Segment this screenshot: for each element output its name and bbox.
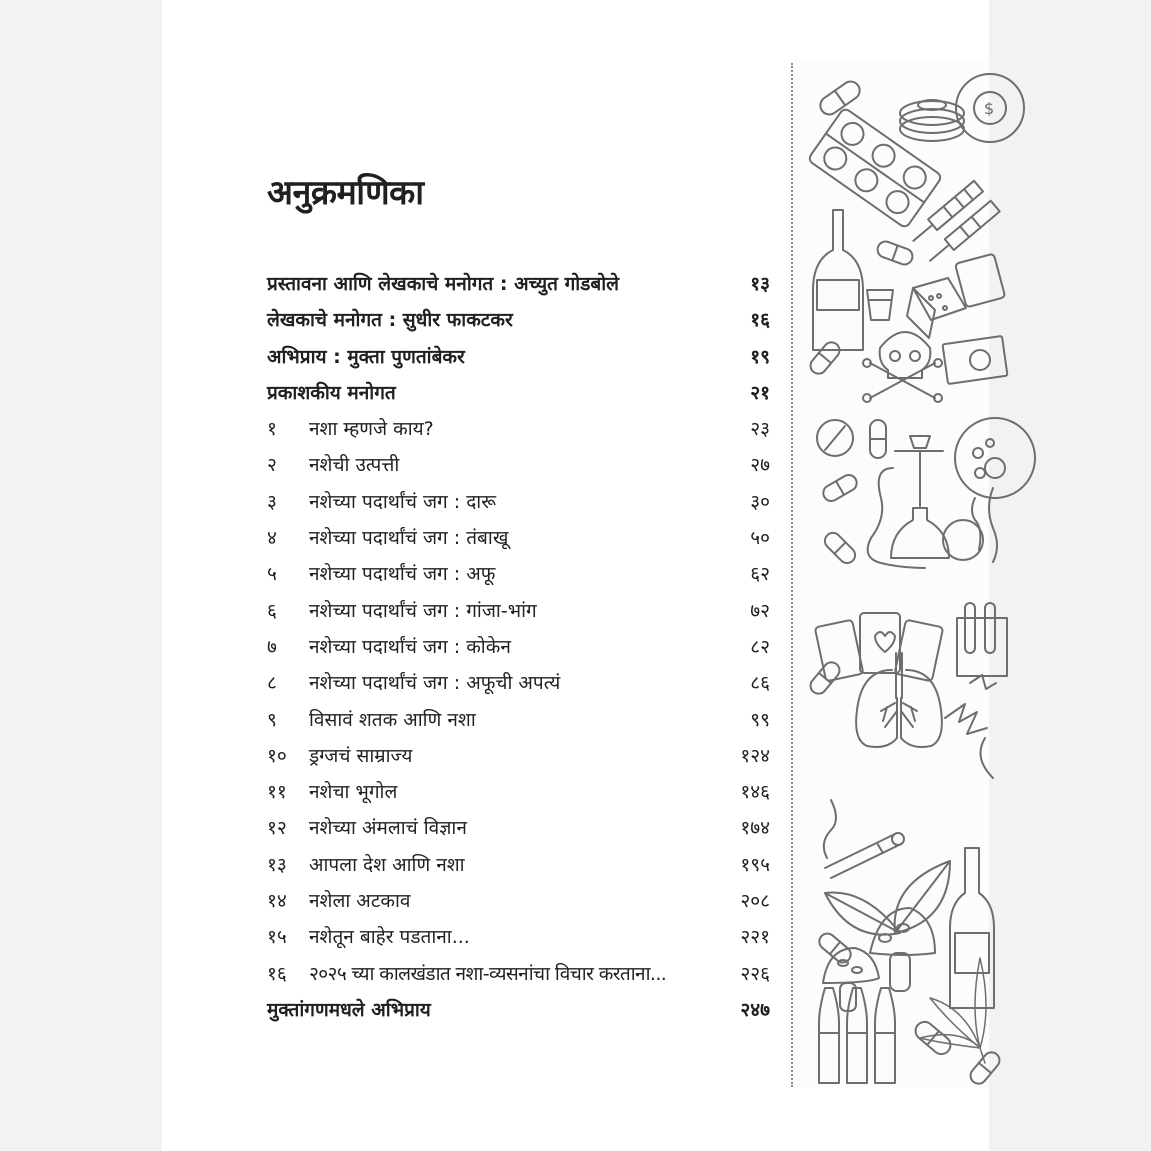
chapter-title: नशेची उत्पत्ती bbox=[309, 454, 400, 477]
shot-glass-icon bbox=[867, 290, 893, 320]
svg-text:$: $ bbox=[984, 99, 995, 118]
toc-entry-page: १९ bbox=[750, 345, 770, 368]
toc-entry-page: १३ bbox=[750, 273, 770, 295]
chapter-title: नशेच्या पदार्थांचं जग : गांजा-भांग bbox=[309, 599, 537, 622]
toc-entry-muktangan-opinions bbox=[267, 992, 770, 1028]
dotted-divider bbox=[791, 63, 793, 1087]
pill-blister-pack-icon bbox=[807, 107, 942, 228]
playing-cards-icon bbox=[815, 613, 943, 681]
chapter-page: २२६ bbox=[740, 962, 770, 985]
capsule-icon bbox=[912, 1018, 954, 1058]
toc-chapter bbox=[267, 956, 770, 992]
skull-crossbones-icon bbox=[863, 332, 942, 402]
chapter-title: नशेच्या पदार्थांचं जग : दारू bbox=[309, 490, 496, 513]
wine-bottle-icon bbox=[950, 848, 994, 1008]
toc-chapter bbox=[267, 484, 770, 520]
toc-entry-opinion bbox=[267, 339, 770, 375]
chapter-page: ७२ bbox=[750, 599, 770, 622]
toc-chapter bbox=[267, 702, 770, 738]
cigarette-icon bbox=[824, 800, 904, 878]
dice-icon bbox=[907, 254, 1005, 338]
test-tubes-icon bbox=[957, 603, 1007, 676]
capsule-icon bbox=[967, 1049, 1002, 1087]
chapter-number: १२ bbox=[267, 817, 287, 840]
liquor-bottle-icon bbox=[813, 210, 863, 350]
chapter-number: ४ bbox=[267, 527, 277, 550]
chapter-number: १३ bbox=[267, 853, 287, 876]
casino-chip-icon bbox=[956, 74, 1024, 142]
toc-chapter bbox=[267, 447, 770, 483]
toc-chapter bbox=[267, 810, 770, 846]
toc-chapter bbox=[267, 883, 770, 919]
toc-chapter bbox=[267, 738, 770, 774]
hookah-icon bbox=[868, 436, 949, 568]
table-of-contents bbox=[267, 266, 770, 1028]
chapter-page: ३० bbox=[750, 490, 770, 513]
chapter-number: १४ bbox=[267, 890, 287, 913]
toc-chapter bbox=[267, 520, 770, 556]
chapter-page: ५० bbox=[750, 527, 770, 550]
page-title: अनुक्रमणिका bbox=[267, 172, 424, 213]
chapter-page: १४६ bbox=[740, 781, 770, 804]
chapter-title: नशेतून बाहेर पडताना... bbox=[309, 926, 470, 949]
chapter-page: ८६ bbox=[750, 672, 770, 695]
toc-chapter bbox=[267, 556, 770, 592]
capsule-icon bbox=[875, 239, 914, 266]
chapter-title: नशेच्या पदार्थांचं जग : अफू bbox=[309, 563, 496, 586]
toc-entry-label: लेखकाचे मनोगत : सुधीर फाकटकर bbox=[267, 309, 513, 332]
toc-entry-label: प्रस्तावना आणि लेखकाचे मनोगत : अच्युत गोडबोले bbox=[267, 273, 620, 295]
toc-chapter bbox=[267, 919, 770, 955]
chapter-title: नशेच्या पदार्थांचं जग : अफूची अपत्यं bbox=[309, 672, 561, 695]
capsule-icon bbox=[820, 472, 859, 504]
chapter-title: नशेला अटकाव bbox=[309, 890, 411, 913]
chapter-number: १६ bbox=[267, 962, 287, 985]
toc-chapter bbox=[267, 774, 770, 810]
toc-entry-label: प्रकाशकीय मनोगत bbox=[267, 381, 396, 404]
toc-chapter bbox=[267, 665, 770, 701]
illustration-strip bbox=[795, 58, 995, 1088]
chapter-page: १२४ bbox=[740, 744, 770, 767]
chapter-number: १ bbox=[267, 418, 277, 441]
capsule-icon bbox=[822, 530, 859, 567]
chapter-number: १५ bbox=[267, 926, 287, 949]
chapter-title: २०२५ च्या कालखंडात नशा-व्यसनांचा विचार करताना... bbox=[309, 962, 667, 985]
chapter-number: ९ bbox=[267, 708, 277, 731]
toc-entry-preface bbox=[267, 266, 770, 302]
chapter-page: २२१ bbox=[740, 926, 770, 949]
petri-dish-icon bbox=[955, 418, 1035, 498]
chapter-number: २ bbox=[267, 454, 277, 477]
chapter-number: ५ bbox=[267, 563, 277, 586]
chapter-page: ९९ bbox=[750, 708, 770, 731]
toc-chapter bbox=[267, 593, 770, 629]
toc-entry-page: २४७ bbox=[740, 998, 770, 1021]
chapter-title: नशेचा भूगोल bbox=[309, 781, 398, 804]
chapter-title: नशा म्हणजे काय? bbox=[309, 418, 434, 441]
syringe-icon bbox=[909, 181, 1000, 266]
capsule-icon bbox=[870, 420, 886, 458]
chapter-number: ८ bbox=[267, 672, 277, 695]
chapter-page: २७ bbox=[750, 454, 770, 477]
money-bill-icon bbox=[943, 336, 1008, 384]
toc-entry-page: २१ bbox=[750, 381, 770, 404]
poker-chips-icon bbox=[900, 100, 964, 141]
chapter-number: ७ bbox=[267, 635, 277, 658]
chapter-title: नशेच्या अंमलाचं विज्ञान bbox=[309, 817, 467, 840]
toc-entry-page: १६ bbox=[750, 309, 770, 332]
toc-entry-author-note bbox=[267, 302, 770, 338]
chapter-title: ड्रग्जचं साम्राज्य bbox=[309, 744, 413, 767]
chapter-number: ६ bbox=[267, 599, 277, 622]
chapter-page: २०८ bbox=[740, 890, 770, 913]
toc-chapter bbox=[267, 847, 770, 883]
tablet-icon bbox=[817, 420, 853, 456]
chapter-number: ११ bbox=[267, 781, 287, 804]
chapter-page: १९५ bbox=[740, 853, 770, 876]
chapter-title: नशेच्या पदार्थांचं जग : तंबाखू bbox=[309, 527, 509, 550]
toc-entry-label: मुक्तांगणमधले अभिप्राय bbox=[267, 998, 431, 1021]
chapter-page: ८२ bbox=[750, 635, 770, 658]
chapter-page: १७४ bbox=[740, 817, 770, 840]
chapter-number: ३ bbox=[267, 490, 277, 513]
chapter-title: विसावं शतक आणि नशा bbox=[309, 708, 476, 731]
chapter-number: १० bbox=[267, 744, 287, 767]
toc-chapter bbox=[267, 629, 770, 665]
chapter-page: २३ bbox=[750, 418, 770, 441]
broken-heart-icon bbox=[945, 675, 996, 778]
chapter-page: ६२ bbox=[750, 563, 770, 586]
chapter-title: नशेच्या पदार्थांचं जग : कोकेन bbox=[309, 635, 511, 658]
bowling-icon bbox=[943, 488, 997, 562]
toc-chapter bbox=[267, 411, 770, 447]
toc-entry-publisher-note bbox=[267, 375, 770, 411]
chapter-title: आपला देश आणि नशा bbox=[309, 853, 465, 876]
toc-entry-label: अभिप्राय : मुक्ता पुणतांबेकर bbox=[267, 345, 465, 368]
